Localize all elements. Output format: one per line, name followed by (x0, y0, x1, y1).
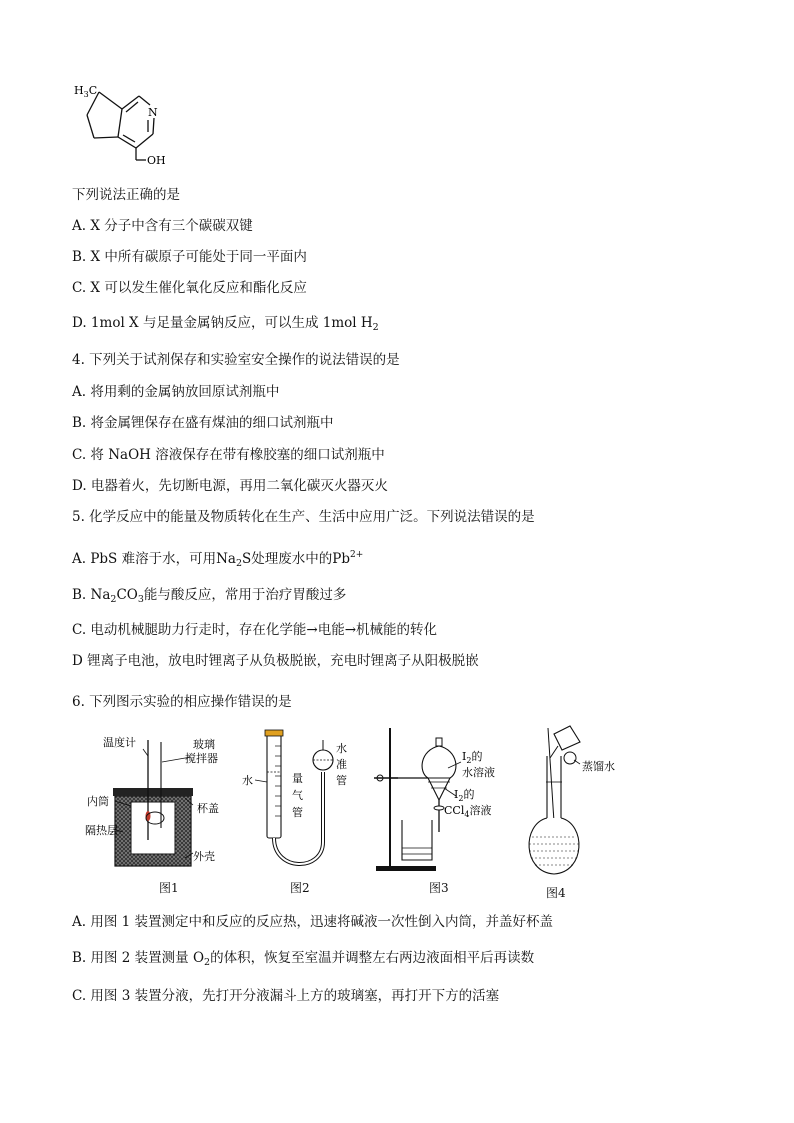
fig2-level-tube-label-1: 水 (336, 742, 347, 755)
q5-option-d: D 锂离子电池，放电时锂离子从负极脱嵌，充电时锂离子从阳极脱嵌 (72, 653, 479, 669)
q4-stem: 4. 下列关于试剂保存和实验室安全操作的说法错误的是 (72, 352, 400, 368)
q6-option-a: A. 用图 1 装置测定中和反应的反应热，迅速将碱液一次性倒入内筒，并盖好杯盖 (72, 914, 554, 930)
fig2-tube-label-2: 气 (292, 789, 303, 802)
hydroxyl-label: OH (147, 154, 166, 167)
figure-4-volumetric-flask (520, 722, 630, 882)
q4-option-a: A. 将用剩的金属钠放回原试剂瓶中 (72, 384, 280, 400)
fig1-stirrer-label-2: 搅拌器 (185, 752, 218, 765)
fig3-caption: 图3 (429, 881, 449, 895)
q3-option-b: B. X 中所有碳原子可能处于同一平面内 (72, 249, 307, 265)
fig1-stirrer-label-1: 玻璃 (193, 738, 215, 751)
q3-option-a: A. X 分子中含有三个碳碳双键 (72, 218, 253, 234)
q3-option-c: C. X 可以发生催化氧化反应和酯化反应 (72, 280, 307, 296)
fig2-tube-label-1: 量 (292, 772, 303, 785)
figure-1-calorimeter (85, 728, 245, 898)
figure-2-gas-burette (237, 722, 357, 872)
fig4-caption: 图4 (546, 886, 566, 900)
q3-option-d: D. 1mol X 与足量金属钠反应，可以生成 1mol $H_2$ (72, 315, 379, 333)
fig3-iodine-aqueous-label-2: 水溶液 (462, 766, 495, 779)
q6-option-c: C. 用图 3 装置分液，先打开分液漏斗上方的玻璃塞，再打开下方的活塞 (72, 988, 500, 1004)
fig4-distilled-water-label: 蒸馏水 (582, 760, 615, 773)
q4-option-c: C. 将 NaOH 溶液保存在带有橡胶塞的细口试剂瓶中 (72, 447, 385, 463)
fig2-tube-label-3: 管 (292, 806, 303, 819)
fig1-insulation-label: 隔热层 (85, 824, 118, 837)
molecule-structure (70, 80, 190, 170)
fig3-iodine-ccl4-label-1: $I_2$的 (454, 788, 475, 803)
q5-option-b: B. $Na_2CO_3$能与酸反应，常用于治疗胃酸过多 (72, 587, 347, 605)
q4-option-b: B. 将金属锂保存在盛有煤油的细口试剂瓶中 (72, 415, 334, 431)
q3-stem: 下列说法正确的是 (72, 187, 180, 203)
fig1-thermometer-label: 温度计 (103, 736, 136, 749)
q6-stem: 6. 下列图示实验的相应操作错误的是 (72, 694, 292, 710)
nitrogen-label: N (148, 106, 158, 119)
fig1-lid-label: 杯盖 (197, 802, 219, 815)
q5-option-a: A. PbS 难溶于水，可用$Na_2S$处理废水中的$Pb^{2+}$ (72, 550, 364, 569)
fig3-iodine-ccl4-label-2: CCl$_4$溶液 (444, 804, 492, 819)
fig2-water-label: 水 (242, 774, 253, 787)
fig1-shell-label: 外壳 (193, 850, 215, 863)
fig2-level-tube-label-2: 准 (336, 758, 347, 771)
figure-3-separatory-funnel (368, 720, 508, 875)
fig2-caption: 图2 (290, 881, 310, 895)
q5-option-c: C. 电动机械腿助力行走时，存在化学能→电能→机械能的转化 (72, 622, 438, 638)
fig2-level-tube-label-3: 管 (336, 774, 347, 787)
q5-stem: 5. 化学反应中的能量及物质转化在生产、生活中应用广泛。下列说法错误的是 (72, 509, 535, 525)
fig3-iodine-aqueous-label-1: $I_2$的 (462, 750, 483, 765)
fig1-caption: 图1 (159, 881, 179, 895)
q4-option-d: D. 电器着火，先切断电源，再用二氧化碳灭火器灭火 (72, 478, 388, 494)
fig1-inner-cup-label: 内筒 (87, 795, 109, 808)
q6-option-b: B. 用图 2 装置测量 $O_2$的体积，恢复至室温并调整左右两边液面相平后再读数 (72, 950, 535, 968)
ch3-label: $H_3C$ (74, 84, 98, 99)
